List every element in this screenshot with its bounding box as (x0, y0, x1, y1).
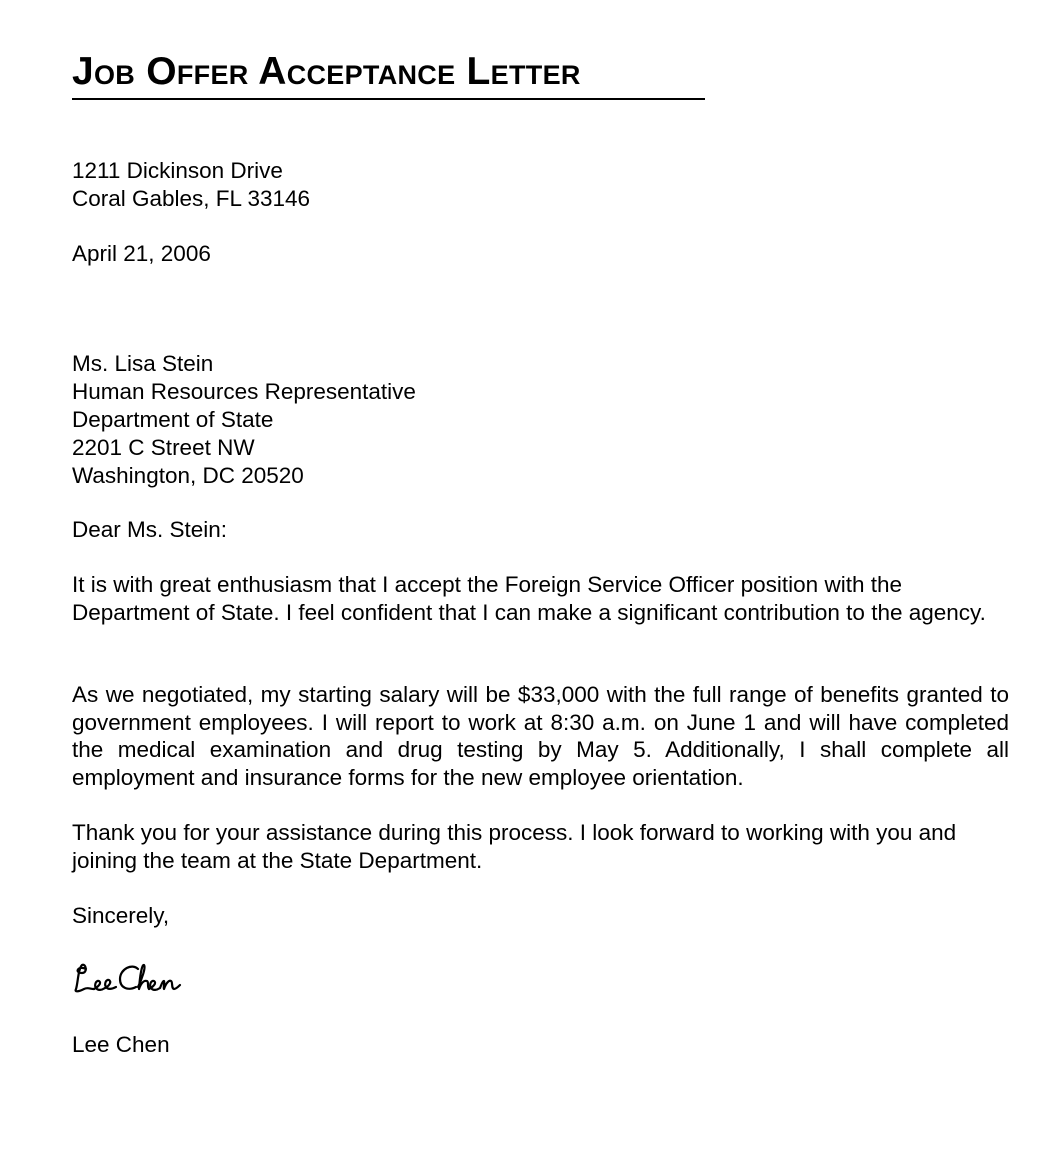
sender-address (72, 157, 310, 213)
signature-drawing (72, 955, 192, 1005)
recipient-organization: Department of State (72, 407, 274, 432)
sender-street: 1211 Dickinson Drive (72, 158, 283, 183)
date-text: April 21, 2006 (72, 241, 211, 266)
body-paragraph-1: It is with great enthusiasm that I accept the Foreign Service Officer position with the Department of State. I feel confident that I can make a significant contribution to the agency. (72, 572, 986, 625)
recipient-city-state-zip: Washington, DC 20520 (72, 463, 304, 488)
handwritten-signature (72, 955, 192, 1010)
body-paragraph-2: As we negotiated, my starting salary will be $33,000 with the full range of benefits granted to government employees. I will report to work at 8:30 a.m. on June 1 and will have completed the medical examination and drug testing by May 5. Additionally, I shall complete all employment and insurance forms for the new employee orientation. (72, 682, 1009, 791)
letter-date (72, 240, 211, 268)
closing-text: Sincerely, (72, 903, 170, 928)
body-paragraph-3: Thank you for your assistance during this process. I look forward to working with you and joining the team at the State Department. (72, 820, 957, 873)
recipient-address (72, 350, 416, 490)
recipient-title: Human Resources Representative (72, 379, 416, 404)
salutation (72, 516, 227, 544)
recipient-name: Ms. Lisa Stein (72, 351, 214, 376)
salutation-text: Dear Ms. Stein: (72, 517, 228, 542)
recipient-street: 2201 C Street NW (72, 435, 255, 460)
letter-title: Job Offer Acceptance Letter (72, 50, 581, 93)
signer-name: Lee Chen (72, 1032, 170, 1057)
signer-block (72, 1031, 170, 1059)
letter-title-underline (72, 50, 705, 100)
sender-city-state-zip: Coral Gables, FL 33146 (72, 186, 311, 211)
closing (72, 902, 169, 930)
